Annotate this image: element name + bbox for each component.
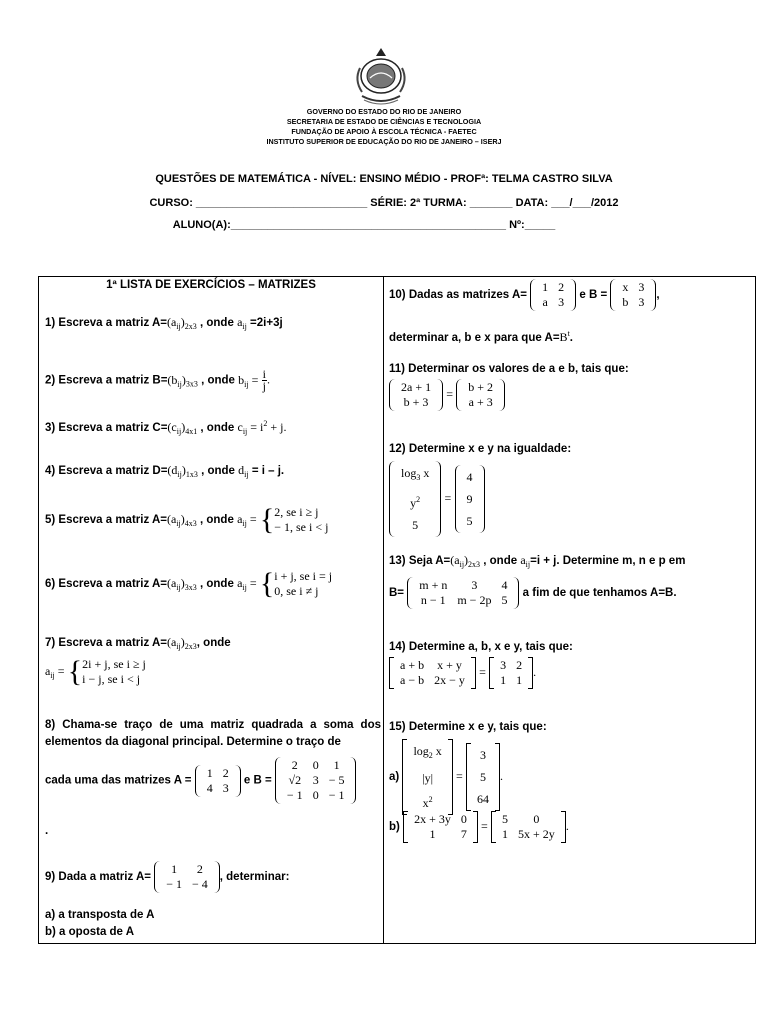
matrix-right: 5 0 1 5x + 2y: [491, 811, 566, 843]
student-line: ALUNO(A):_____________________________________________ Nº:_____: [172, 219, 556, 231]
question-2: 2) Escreva a matriz $B=(b_{ij})_{3x3}$ , onde $b_{ij}$ = $\frac{i}{j}$ .: [45, 367, 270, 393]
question-1: 1) Escreva a matriz $A=(a_{ij})_{2x3}$ , onde $a_{ij} =2i+3j$: [45, 315, 283, 331]
matrix-right: 3 2 1 1: [489, 657, 533, 689]
question-14: 14) Determine a, b, x e y, tais que:: [389, 641, 573, 653]
question-9: 9) Dada a matriz A= 1 2 − 1 − 4 , determinar:: [45, 862, 290, 891]
matrix-b: m + n 3 4 n − 1 m − 2p 5: [407, 577, 519, 609]
matrix-left: 2x + 3y 0 1 7: [403, 811, 478, 843]
question-11: 11) Determinar os valores de a e b, tais que:: [389, 363, 629, 375]
question-8-text: 8) Chama-se traço de uma matriz quadrada a soma dos elementos da diagonal principal. Determine o traço de: [45, 719, 381, 748]
matrix-b: x 3 b 3: [610, 279, 656, 311]
matrix-b: 2 0 1 √2 3 − 5 − 1 0 − 1: [275, 757, 357, 804]
column-divider: [383, 277, 384, 943]
question-14-equation: a + b x + y a − b 2x − y = 3 2 1 1 .: [389, 657, 536, 689]
matrix-left: a + b x + y a − b 2x − y: [389, 657, 476, 689]
matrix-left: $\log_3 x$ $y^2$ 5: [389, 461, 441, 537]
question-13-matrix: B= m + n 3 4 n − 1 m − 2p 5 a fim de que tenhamos A=B.: [389, 578, 677, 607]
question-3: 3) Escreva a matriz $C=(c_{ij})_{4x1}$ , onde $c_{ij} = i^2 + j$.: [45, 419, 287, 436]
question-9-item-a: a) a transposta de A: [45, 909, 155, 921]
question-5: 5) Escreva a matriz $A=(a_{ij})_{4x3}$ , onde $a_{ij}$ = { 2, se i ≥ j − 1, se i < j: [45, 503, 329, 536]
question-6: 6) Escreva a matriz $A=(a_{ij})_{3x3}$ , onde $a_{ij}$ = { i + j, se i = j 0, se i ≠ j: [45, 567, 333, 600]
question-15-item-b: b) 2x + 3y 0 1 7 = 5 0 1 5x + 2y .: [389, 812, 569, 841]
header-foundation: FUNDAÇÃO DE APOIO À ESCOLA TÉCNICA - FAETEC: [291, 127, 477, 136]
question-12-equation: $\log_3 x$ $y^2$ 5 = 4 9 5: [389, 461, 485, 537]
question-15: 15) Determine x e y, tais que:: [389, 721, 547, 733]
state-coat-of-arms-icon: [352, 46, 410, 108]
header-secretariat: SECRETARIA DE ESTADO DE CIÊNCIAS E TECNOLOGIA: [286, 117, 482, 126]
question-12: 12) Determine x e y na igualdade:: [389, 443, 572, 455]
question-9-item-b: b) a oposta de A: [45, 926, 135, 938]
question-7: 7) Escreva a matriz $A=(a_{ij})_{2x3}$, onde: [45, 635, 231, 651]
question-7-definition: $a_{ij}$ = { 2i + j, se i ≥ j i − j, se i < j: [45, 655, 146, 688]
matrix-left: 2a + 1 b + 3: [389, 379, 443, 411]
matrix-right: 3 5 64: [466, 743, 500, 811]
matrix-left: $\log_2 x$ |y| $x^2$: [402, 739, 452, 815]
question-11-equation: 2a + 1 b + 3 = b + 2 a + 3: [389, 379, 505, 411]
matrix-right: 4 9 5: [455, 465, 485, 533]
list-title: 1ª LISTA DE EXERCÍCIOS – MATRIZES: [106, 279, 316, 291]
matrix-right: b + 2 a + 3: [456, 379, 505, 411]
question-13: 13) Seja $A=(a_{ij})_{2x3}$ , onde $a_{ij}=i + j$. Determine m, n e p em: [389, 553, 686, 569]
question-10: 10) Dadas as matrizes A= 1 2 a 3 e B = x 3 b 3 ,: [389, 280, 660, 309]
question-8-matrices: cada uma das matrizes A = 1 2 4 3 e B = 2 0 1 √2 3 − 5 − 1 0 − 1: [45, 757, 356, 804]
header-government: GOVERNO DO ESTADO DO RIO DE JANEIRO: [306, 107, 462, 116]
question-8-dot: .: [45, 825, 49, 837]
header-institute: INSTITUTO SUPERIOR DE EDUCAÇÃO DO RIO DE JANEIRO – ISERJ: [266, 137, 502, 146]
exercise-table: [38, 276, 756, 944]
matrix-a: 1 2 4 3: [195, 765, 241, 797]
question-15-item-a: a) $\log_2 x$ |y| $x^2$ = 3 5 64 .: [389, 739, 503, 815]
course-line: CURSO: ____________________________ SÉRIE: 2ª TURMA: _______ DATA: ___/___/2012: [149, 197, 619, 209]
question-10-task: determinar a, b e x para que $A=B^t$.: [389, 329, 573, 344]
question-4: 4) Escreva a matriz $D=(d_{ij})_{1x3}$ , onde $d_{ij} = i - j$.: [45, 463, 285, 479]
matrix-a: 1 2 − 1 − 4: [154, 861, 220, 893]
subject-title: QUESTÕES DE MATEMÁTICA - NÍVEL: ENSINO MÉDIO - PROFª: TELMA CASTRO SILVA: [155, 173, 613, 185]
matrix-a: 1 2 a 3: [530, 279, 576, 311]
